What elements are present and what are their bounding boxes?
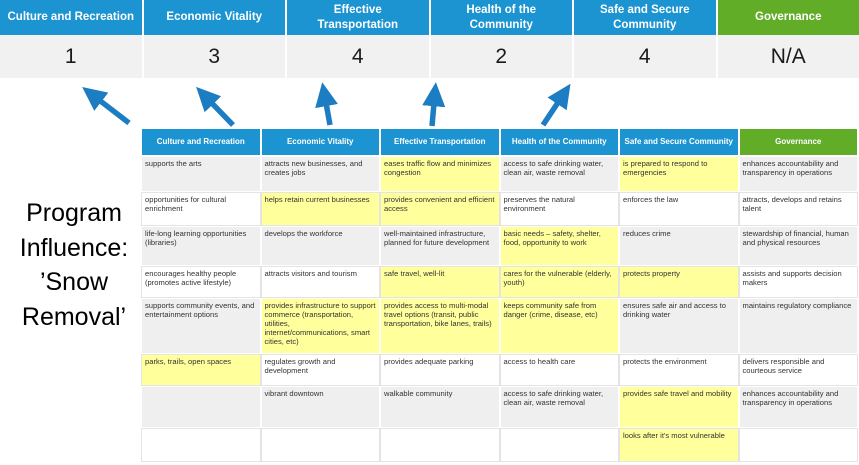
influence-matrix	[141, 128, 858, 462]
program-title: Program Influence: ’Snow Removal’	[19, 199, 129, 331]
matrix-cell-r6-c5: enhances accountability and transparency in operations	[739, 386, 859, 428]
matrix-cell-r0-c2: eases traffic flow and minimizes congestion	[380, 156, 500, 192]
matrix-header-row	[141, 128, 858, 156]
matrix-cell-r0-c3: access to safe drinking water, clean air, waste removal	[500, 156, 620, 192]
matrix-header-0: Culture and Recreation	[141, 128, 261, 156]
matrix-cell-r6-c3: access to safe drinking water, clean air, waste removal	[500, 386, 620, 428]
matrix-cell-r0-c1: attracts new businesses, and creates jobs	[261, 156, 381, 192]
summary-score-0: 1	[0, 35, 142, 78]
summary-header-1: Economic Vitality	[144, 0, 286, 35]
matrix-row-0	[141, 156, 858, 192]
matrix-cell-r5-c5: delivers responsible and courteous service	[739, 354, 859, 386]
matrix-cell-r7-c3	[500, 428, 620, 462]
matrix-cell-r2-c2: well-maintained infrastructure, planned for future development	[380, 226, 500, 266]
matrix-cell-r0-c4: is prepared to respond to emergencies	[619, 156, 739, 192]
summary-score-1: 3	[144, 35, 286, 78]
matrix-header-2: Effective Transportation	[380, 128, 500, 156]
matrix-cell-r2-c5: stewardship of financial, human and physical resources	[739, 226, 859, 266]
matrix-cell-r3-c1: attracts visitors and tourism	[261, 266, 381, 298]
matrix-cell-r6-c0	[141, 386, 261, 428]
matrix-row-5	[141, 354, 858, 386]
up-arrow-icon	[432, 92, 435, 126]
matrix-cell-r4-c5: maintains regulatory compliance	[739, 298, 859, 354]
matrix-cell-r7-c5	[739, 428, 859, 462]
matrix-cell-r6-c2: walkable community	[380, 386, 500, 428]
matrix-cell-r5-c0: parks, trails, open spaces	[141, 354, 261, 386]
matrix-row-6	[141, 386, 858, 428]
matrix-cell-r7-c4: looks after it's most vulnerable	[619, 428, 739, 462]
matrix-row-3	[141, 266, 858, 298]
summary-header-4: Safe and Secure Community	[574, 0, 716, 35]
matrix-header-3: Health of the Community	[500, 128, 620, 156]
matrix-cell-r5-c1: regulates growth and development	[261, 354, 381, 386]
matrix-cell-r2-c4: reduces crime	[619, 226, 739, 266]
matrix-cell-r4-c4: ensures safe air and access to drinking water	[619, 298, 739, 354]
matrix-cell-r2-c1: develops the workforce	[261, 226, 381, 266]
matrix-cell-r3-c5: assists and supports decision makers	[739, 266, 859, 298]
matrix-cell-r6-c1: vibrant downtown	[261, 386, 381, 428]
summary-header-0: Culture and Recreation	[0, 0, 142, 35]
matrix-row-2	[141, 226, 858, 266]
matrix-cell-r5-c3: access to health care	[500, 354, 620, 386]
summary-score-4: 4	[574, 35, 716, 78]
summary-header-5: Governance	[718, 0, 859, 35]
summary-score-5: N/A	[718, 35, 859, 78]
matrix-cell-r7-c2	[380, 428, 500, 462]
matrix-cell-r1-c2: provides convenient and efficient access	[380, 192, 500, 226]
summary-band	[0, 0, 859, 78]
matrix-row-4	[141, 298, 858, 354]
matrix-cell-r3-c3: cares for the vulnerable (elderly, youth)	[500, 266, 620, 298]
matrix-cell-r3-c2: safe travel, well-lit	[380, 266, 500, 298]
matrix-row-7	[141, 428, 858, 462]
matrix-row-1	[141, 192, 858, 226]
matrix-cell-r3-c4: protects property	[619, 266, 739, 298]
summary-header-3: Health of the Community	[431, 0, 573, 35]
summary-score-2: 4	[287, 35, 429, 78]
matrix-cell-r1-c1: helps retain current businesses	[261, 192, 381, 226]
matrix-header-5: Governance	[739, 128, 859, 156]
summary-header-2: Effective Transportation	[287, 0, 429, 35]
matrix-cell-r1-c4: enforces the law	[619, 192, 739, 226]
matrix-cell-r4-c0: supports community events, and entertainment options	[141, 298, 261, 354]
matrix-cell-r2-c3: basic needs – safety, shelter, food, opportunity to work	[500, 226, 620, 266]
up-left-arrow-icon	[90, 93, 129, 123]
matrix-header-4: Safe and Secure Community	[619, 128, 739, 156]
matrix-cell-r1-c0: opportunities for cultural enrichment	[141, 192, 261, 226]
matrix-cell-r5-c2: provides adequate parking	[380, 354, 500, 386]
matrix-cell-r7-c0	[141, 428, 261, 462]
matrix-cell-r2-c0: life-long learning opportunities (libraries)	[141, 226, 261, 266]
matrix-cell-r7-c1	[261, 428, 381, 462]
matrix-cell-r0-c0: supports the arts	[141, 156, 261, 192]
up-arrow-icon	[324, 92, 330, 125]
matrix-cell-r4-c1: provides infrastructure to support commerce (transportation, utilities, internet/communications, smart cities, etc)	[261, 298, 381, 354]
up-left-arrow-icon	[203, 94, 233, 125]
matrix-cell-r4-c2: provides access to multi-modal travel options (transit, public transportation, bike lanes, trails)	[380, 298, 500, 354]
matrix-cell-r1-c3: preserves the natural environment	[500, 192, 620, 226]
matrix-header-1: Economic Vitality	[261, 128, 381, 156]
up-right-arrow-icon	[543, 92, 565, 125]
matrix-cell-r5-c4: protects the environment	[619, 354, 739, 386]
summary-score-3: 2	[431, 35, 573, 78]
matrix-cell-r4-c3: keeps community safe from danger (crime, disease, etc)	[500, 298, 620, 354]
influence-arrows	[0, 80, 859, 130]
matrix-cell-r1-c5: attracts, develops and retains talent	[739, 192, 859, 226]
matrix-cell-r6-c4: provides safe travel and mobility	[619, 386, 739, 428]
matrix-cell-r0-c5: enhances accountability and transparency in operations	[739, 156, 859, 192]
matrix-cell-r3-c0: encourages healthy people (promotes active lifestyle)	[141, 266, 261, 298]
